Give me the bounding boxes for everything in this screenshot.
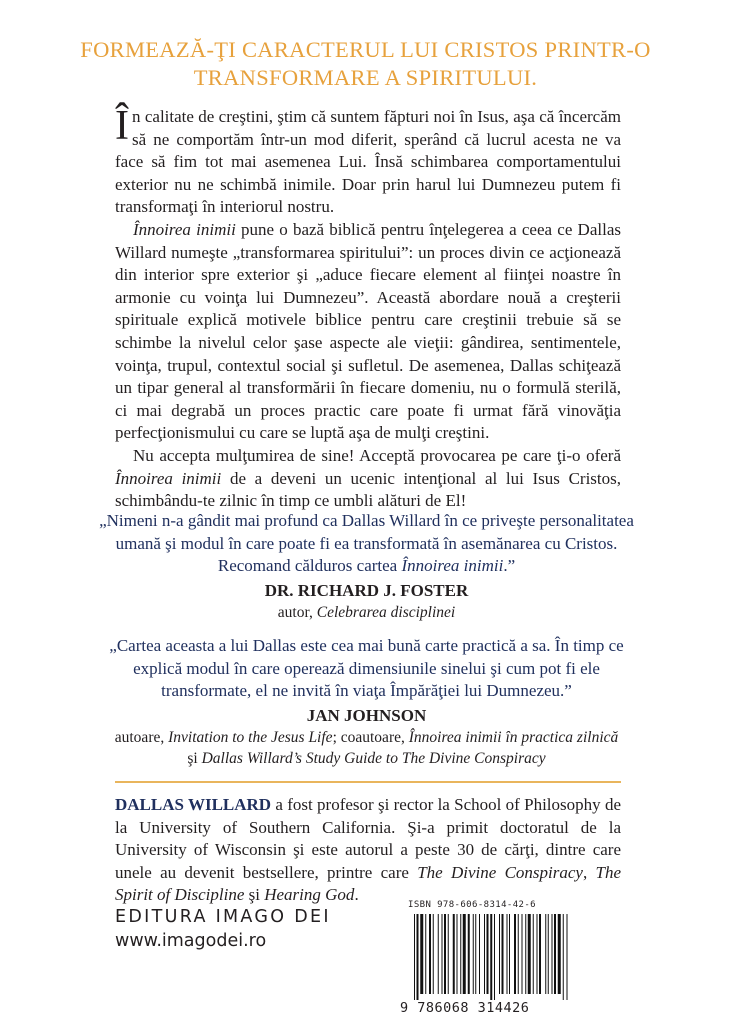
endorser-name: JAN JOHNSON xyxy=(306,705,427,725)
barcode-bar xyxy=(502,914,504,994)
barcode-bar xyxy=(552,914,553,994)
barcode-bar xyxy=(468,914,470,994)
barcode-bar xyxy=(414,914,415,1000)
barcode-bar xyxy=(463,914,466,994)
barcode-bar xyxy=(479,914,480,994)
endorsement-foster xyxy=(94,510,639,623)
barcode-bar xyxy=(490,914,492,1000)
endorser-role: autoare, Invitation to the Jesus Life; coautoare, Înnoirea inimii în practica zilnică şi Dallas Willard’s Study Guide to The Divine Conspiracy xyxy=(114,729,619,768)
isbn-barcode xyxy=(400,900,622,1018)
barcode-bar xyxy=(554,914,556,994)
barcode-bar xyxy=(499,914,500,994)
endorsement-johnson xyxy=(94,635,639,769)
divider xyxy=(115,781,621,783)
barcode-bar xyxy=(548,914,549,994)
endorser-name: DR. RICHARD J. FOSTER xyxy=(264,580,469,600)
barcode-bar xyxy=(484,914,485,994)
barcode-bar xyxy=(522,914,523,994)
barcode-bar xyxy=(487,914,489,994)
barcode-bar xyxy=(567,914,568,1000)
description-paragraph-2 xyxy=(115,219,621,445)
barcode-bar xyxy=(442,914,443,994)
paragraph-3-text-b: de a deveni un ucenic intenţional al lui Isus Cristos, schimbându-te zilnic în timp ce umbli alături de El! xyxy=(115,468,621,511)
book-title: Înnoirea inimii xyxy=(133,219,236,239)
endorser-role: autor, Celebrarea disciplinei xyxy=(277,604,456,622)
barcode-bar xyxy=(425,914,426,994)
isbn-label: ISBN 978-606-8314-42-6 xyxy=(408,900,537,910)
barcode-bar xyxy=(537,914,538,994)
paragraph-2-text: pune o bază biblică pentru înţelegerea a ceea ce Dallas Willard numeşte „transformarea spiritului”: un proces divin ce acţionează din interior spre exterior şi „aduce fiecare element al fiinţei noastre în armonie cu voinţa lui Dumnezeu”. Această abordare nouă a creşterii spirituale explică motivele biblice pentru care creştinii trebuie să se schimbe la nivelul celor şase aspecte ale vieţii: gândirea, sentimentele, voinţa, trupul, contextul social şi sufletul. De asemenea, Dallas schiţează un tipar general al transformării în fiecare domeniu, nu o formulă sterilă, ci mai degrabă un proces practic care poate fi urmat fără vinovăţia perfecţionismului cu care se luptă aşa de mulţi creştini. xyxy=(115,219,621,443)
barcode-bar xyxy=(429,914,431,994)
barcode-bar xyxy=(417,914,419,1000)
description xyxy=(115,103,621,513)
barcode-bar xyxy=(518,914,519,994)
author-name: DALLAS WILLARD xyxy=(115,795,272,814)
barcode-bar xyxy=(528,914,531,994)
barcode-bar xyxy=(444,914,446,994)
barcode-bar xyxy=(509,914,510,994)
description-paragraph-3 xyxy=(115,445,621,513)
barcode-bar xyxy=(525,914,526,994)
barcode-bar xyxy=(558,914,561,994)
barcode-bar xyxy=(475,914,476,994)
barcode-bar xyxy=(460,914,461,994)
barcode-bar xyxy=(507,914,508,994)
endorsement-quote: „Nimeni n-a gândit mai profund ca Dallas Willard în ce priveşte personalitatea umană şi modul în care poate fi ea transformată în asemănarea cu Cristos. Recomand călduros cartea Înnoirea inimii.” xyxy=(99,511,634,576)
paragraph-1-text: n calitate de creştini, ştim că suntem făpturi noi în Isus, aşa că încercăm să ne comportăm într-un mod diferit, sperând că lucrul acesta ne va face să fim tot mai asemenea Lui. Însă schimbarea comportamentului exterior nu ne schimbă inimile. Doar prin harul lui Dumnezeu putem fi transformaţi în interiorul nostru. xyxy=(115,107,621,217)
barcode-bar xyxy=(473,914,474,994)
barcode-bar xyxy=(563,914,564,1000)
barcode-bar xyxy=(539,914,541,994)
endorsement-quote: „Cartea aceasta a lui Dallas este cea mai bună carte practică a sa. În timp ce explică modul în care operează dimensiunile sinelui şi cum pot fi ele transformate, el ne invită în viaţa Împărăţiei lui Dumnezeu.” xyxy=(109,636,624,701)
barcode-bar xyxy=(453,914,455,994)
barcode-bar xyxy=(438,914,439,994)
book-title: Înnoirea inimii xyxy=(115,468,222,488)
barcode-bar xyxy=(494,914,495,1000)
barcode-bar xyxy=(533,914,534,994)
barcode-bar xyxy=(433,914,434,994)
barcode-bar xyxy=(545,914,546,994)
publisher-info xyxy=(115,905,331,953)
headline xyxy=(0,36,731,92)
description-paragraph-1 xyxy=(115,103,621,219)
barcode-bars xyxy=(400,914,622,1002)
headline-line-1: FORMEAZĂ-ŢI CARACTERUL LUI CRISTOS PRINTR-O xyxy=(80,37,651,62)
headline-line-2: TRANSFORMARE A SPIRITULUI. xyxy=(193,65,538,90)
barcode-bar xyxy=(448,914,449,994)
paragraph-3-text-a: Nu accepta mulţumirea de sine! Acceptă provocarea pe care ţi-o oferă xyxy=(133,445,621,465)
publisher-url: www.imagodei.ro xyxy=(115,931,267,951)
drop-cap: Î xyxy=(115,103,129,149)
barcode-bar xyxy=(457,914,458,994)
barcode-bar xyxy=(420,914,423,994)
barcode-bar xyxy=(514,914,516,994)
author-bio: DALLAS WILLARD a fost profesor şi rector la School of Philosophy de la University of Southern California. Şi-a primit doctoratul de la University of Wisconsin şi este autorul a peste 30 de cărţi, dintre care unele au devenit bestsellere, printre care The Divine Conspiracy, The Spirit of Discipline şi Hearing God. xyxy=(115,795,621,905)
publisher-name: EDITURA IMAGO DEI xyxy=(115,907,331,927)
barcode-digits: 9 786068 314426 xyxy=(400,1000,530,1016)
